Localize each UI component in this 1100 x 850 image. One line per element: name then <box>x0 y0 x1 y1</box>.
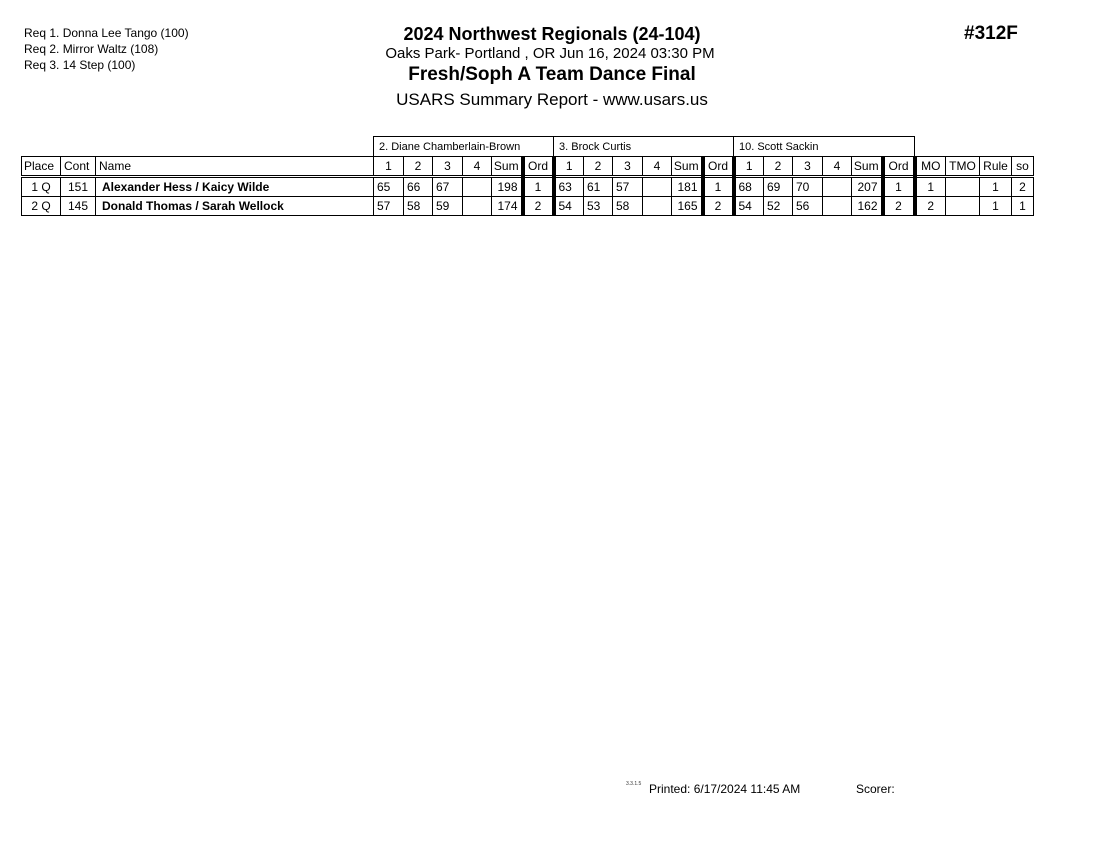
tmo-cell <box>946 197 980 216</box>
event-name: Fresh/Soph A Team Dance Final <box>408 64 696 85</box>
sum-cell: 174 <box>492 197 523 216</box>
score-cell: 66 <box>404 177 433 197</box>
score-cell: 58 <box>613 197 643 216</box>
col-j1-sum: Sum <box>492 157 523 177</box>
score-cell <box>643 197 672 216</box>
col-so: so <box>1012 157 1034 177</box>
score-cell: 65 <box>374 177 404 197</box>
col-name: Name <box>96 157 374 177</box>
place-cell: 1 Q <box>22 177 61 197</box>
name-cell: Donald Thomas / Sarah Wellock <box>96 197 374 216</box>
score-cell: 57 <box>613 177 643 197</box>
so-cell: 1 <box>1012 197 1034 216</box>
col-j3-s3: 3 <box>793 157 823 177</box>
ord-cell: 2 <box>703 197 734 216</box>
col-tmo: TMO <box>946 157 980 177</box>
col-rule: Rule <box>980 157 1012 177</box>
col-cont: Cont <box>61 157 96 177</box>
ord-cell: 2 <box>523 197 554 216</box>
score-cell: 61 <box>584 177 613 197</box>
sum-cell: 162 <box>852 197 883 216</box>
rule-cell: 1 <box>980 197 1012 216</box>
name-cell: Alexander Hess / Kaicy Wilde <box>96 177 374 197</box>
table-row <box>22 197 1034 216</box>
score-cell <box>463 197 492 216</box>
report-name: USARS Summary Report - www.usars.us <box>396 90 708 109</box>
ord-cell: 1 <box>703 177 734 197</box>
location-datetime: Oaks Park- Portland , OR Jun 16, 2024 03:30 PM <box>385 45 715 62</box>
score-cell: 63 <box>554 177 584 197</box>
cont-cell: 151 <box>61 177 96 197</box>
judge-2-name: 3. Brock Curtis <box>554 137 734 157</box>
col-j1-ord: Ord <box>523 157 554 177</box>
score-cell: 59 <box>433 197 463 216</box>
cont-cell: 145 <box>61 197 96 216</box>
col-j2-s4: 4 <box>643 157 672 177</box>
table-row <box>22 177 1034 197</box>
requirement-2: Req 2. Mirror Waltz (108) <box>24 42 159 56</box>
score-cell: 70 <box>793 177 823 197</box>
scorer-label: Scorer: <box>856 782 895 796</box>
col-mo: MO <box>915 157 946 177</box>
col-j2-sum: Sum <box>672 157 703 177</box>
col-j3-s2: 2 <box>764 157 793 177</box>
tmo-cell <box>946 177 980 197</box>
printed-timestamp: Printed: 6/17/2024 11:45 AM <box>649 782 801 796</box>
competition-title: 2024 Northwest Regionals (24-104) <box>403 24 701 44</box>
col-place: Place <box>22 157 61 177</box>
score-cell: 69 <box>764 177 793 197</box>
ord-cell: 1 <box>523 177 554 197</box>
rule-cell: 1 <box>980 177 1012 197</box>
sum-cell: 181 <box>672 177 703 197</box>
col-j2-ord: Ord <box>703 157 734 177</box>
col-j1-s3: 3 <box>433 157 463 177</box>
column-header-row <box>22 157 1034 177</box>
score-cell: 54 <box>554 197 584 216</box>
event-number: #312F <box>964 23 1018 44</box>
col-j3-s1: 1 <box>734 157 764 177</box>
so-cell: 2 <box>1012 177 1034 197</box>
col-j1-s4: 4 <box>463 157 492 177</box>
judge-3-name: 10. Scott Sackin <box>734 137 915 157</box>
score-cell <box>643 177 672 197</box>
mo-cell: 2 <box>915 197 946 216</box>
results-table <box>21 136 1034 216</box>
sum-cell: 198 <box>492 177 523 197</box>
score-cell: 52 <box>764 197 793 216</box>
score-cell: 68 <box>734 177 764 197</box>
sum-cell: 165 <box>672 197 703 216</box>
col-j1-s2: 2 <box>404 157 433 177</box>
score-cell: 54 <box>734 197 764 216</box>
col-j3-s4: 4 <box>823 157 852 177</box>
score-cell <box>823 197 852 216</box>
requirement-1: Req 1. Donna Lee Tango (100) <box>24 26 189 40</box>
score-cell <box>823 177 852 197</box>
judge-1-name: 2. Diane Chamberlain-Brown <box>374 137 554 157</box>
score-cell: 58 <box>404 197 433 216</box>
score-cell: 67 <box>433 177 463 197</box>
mo-cell: 1 <box>915 177 946 197</box>
col-j2-s3: 3 <box>613 157 643 177</box>
col-j3-ord: Ord <box>883 157 915 177</box>
col-j2-s2: 2 <box>584 157 613 177</box>
score-cell: 57 <box>374 197 404 216</box>
judges-header-row <box>22 137 1034 157</box>
score-cell: 53 <box>584 197 613 216</box>
requirement-3: Req 3. 14 Step (100) <box>24 58 136 72</box>
place-cell: 2 Q <box>22 197 61 216</box>
version-code: 3.3.1.5 <box>626 781 642 787</box>
score-cell: 56 <box>793 197 823 216</box>
sum-cell: 207 <box>852 177 883 197</box>
ord-cell: 2 <box>883 197 915 216</box>
ord-cell: 1 <box>883 177 915 197</box>
col-j1-s1: 1 <box>374 157 404 177</box>
col-j2-s1: 1 <box>554 157 584 177</box>
score-cell <box>463 177 492 197</box>
col-j3-sum: Sum <box>852 157 883 177</box>
